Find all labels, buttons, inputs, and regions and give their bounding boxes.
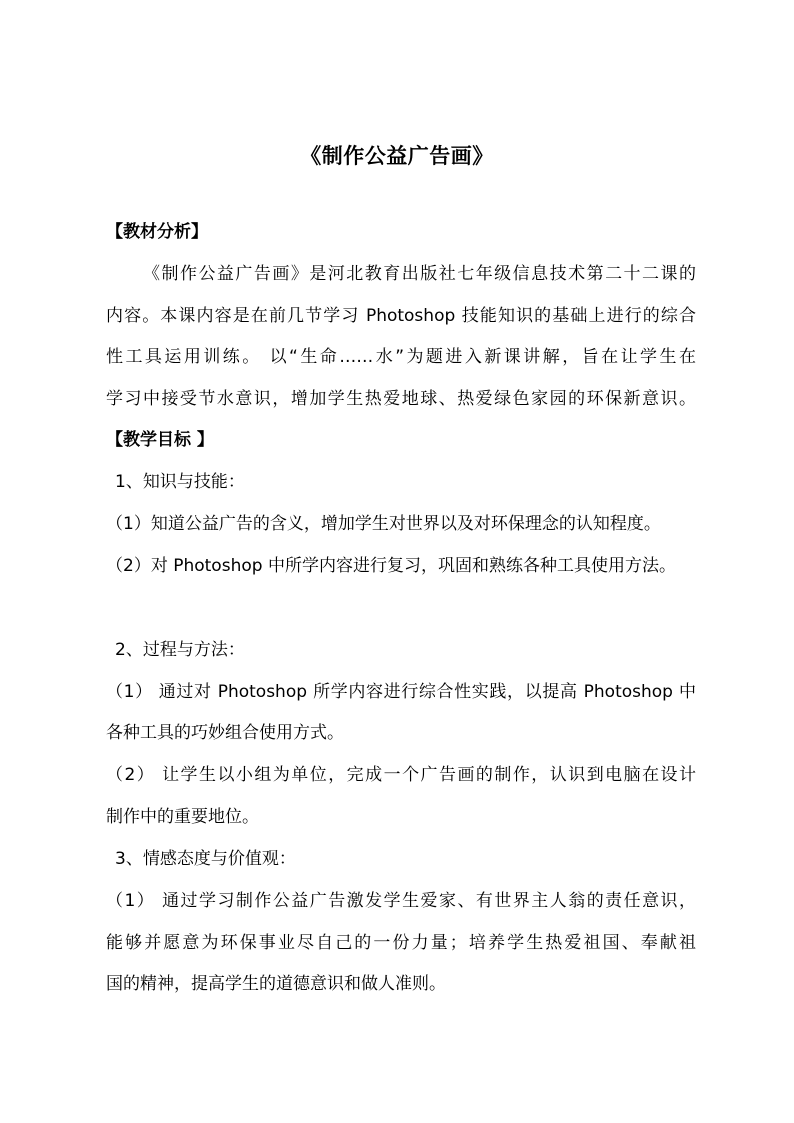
paragraph-line: 内容。本课内容是在前几节学习 Photoshop 技能知识的基础上进行的综合 — [106, 306, 696, 326]
goal-item: （1） 通过对 Photoshop 所学内容进行综合性实践，以提高 Photoshop 中 — [106, 682, 696, 702]
goal-item: 国的精神，提高学生的道德意识和做人准则。 — [106, 974, 446, 994]
goal-item: （2）对 Photoshop 中所学内容进行复习，巩固和熟练各种工具使用方法。 — [106, 556, 676, 576]
goal-item: 能够并愿意为环保事业尽自己的一份力量；培养学生热爱祖国、奉献祖 — [106, 933, 696, 953]
paragraph-line: 学习中接受节水意识，增加学生热爱地球、热爱绿色家园的环保新意识。 — [106, 389, 696, 409]
goal-title-emotion: 3、情感态度与价值观： — [115, 849, 296, 869]
paragraph-line: 性工具运用训练。 以“生命……水”为题进入新课讲解，旨在让学生在 — [106, 347, 696, 367]
goal-item: 各种工具的巧妙组合使用方式。 — [106, 723, 344, 743]
goal-item: （1）知道公益广告的含义，增加学生对世界以及对环保理念的认知程度。 — [106, 514, 661, 534]
paragraph-line: 《制作公益广告画》是河北教育出版社七年级信息技术第二十二课的 — [143, 264, 696, 284]
goal-item: （2） 让学生以小组为单位，完成一个广告画的制作，认识到电脑在设计 — [106, 765, 696, 785]
section-heading-material-analysis: 【教材分析】 — [106, 222, 208, 242]
section-heading-teaching-goals: 【教学目标 】 — [106, 430, 214, 450]
goal-item: 制作中的重要地位。 — [106, 807, 259, 827]
goal-title-knowledge: 1、知识与技能： — [115, 472, 245, 492]
document-title: 《制作公益广告画》 — [300, 144, 494, 168]
goal-title-process: 2、过程与方法： — [115, 640, 245, 660]
goal-item: （1） 通过学习制作公益广告激发学生爱家、有世界主人翁的责任意识， — [106, 891, 696, 911]
